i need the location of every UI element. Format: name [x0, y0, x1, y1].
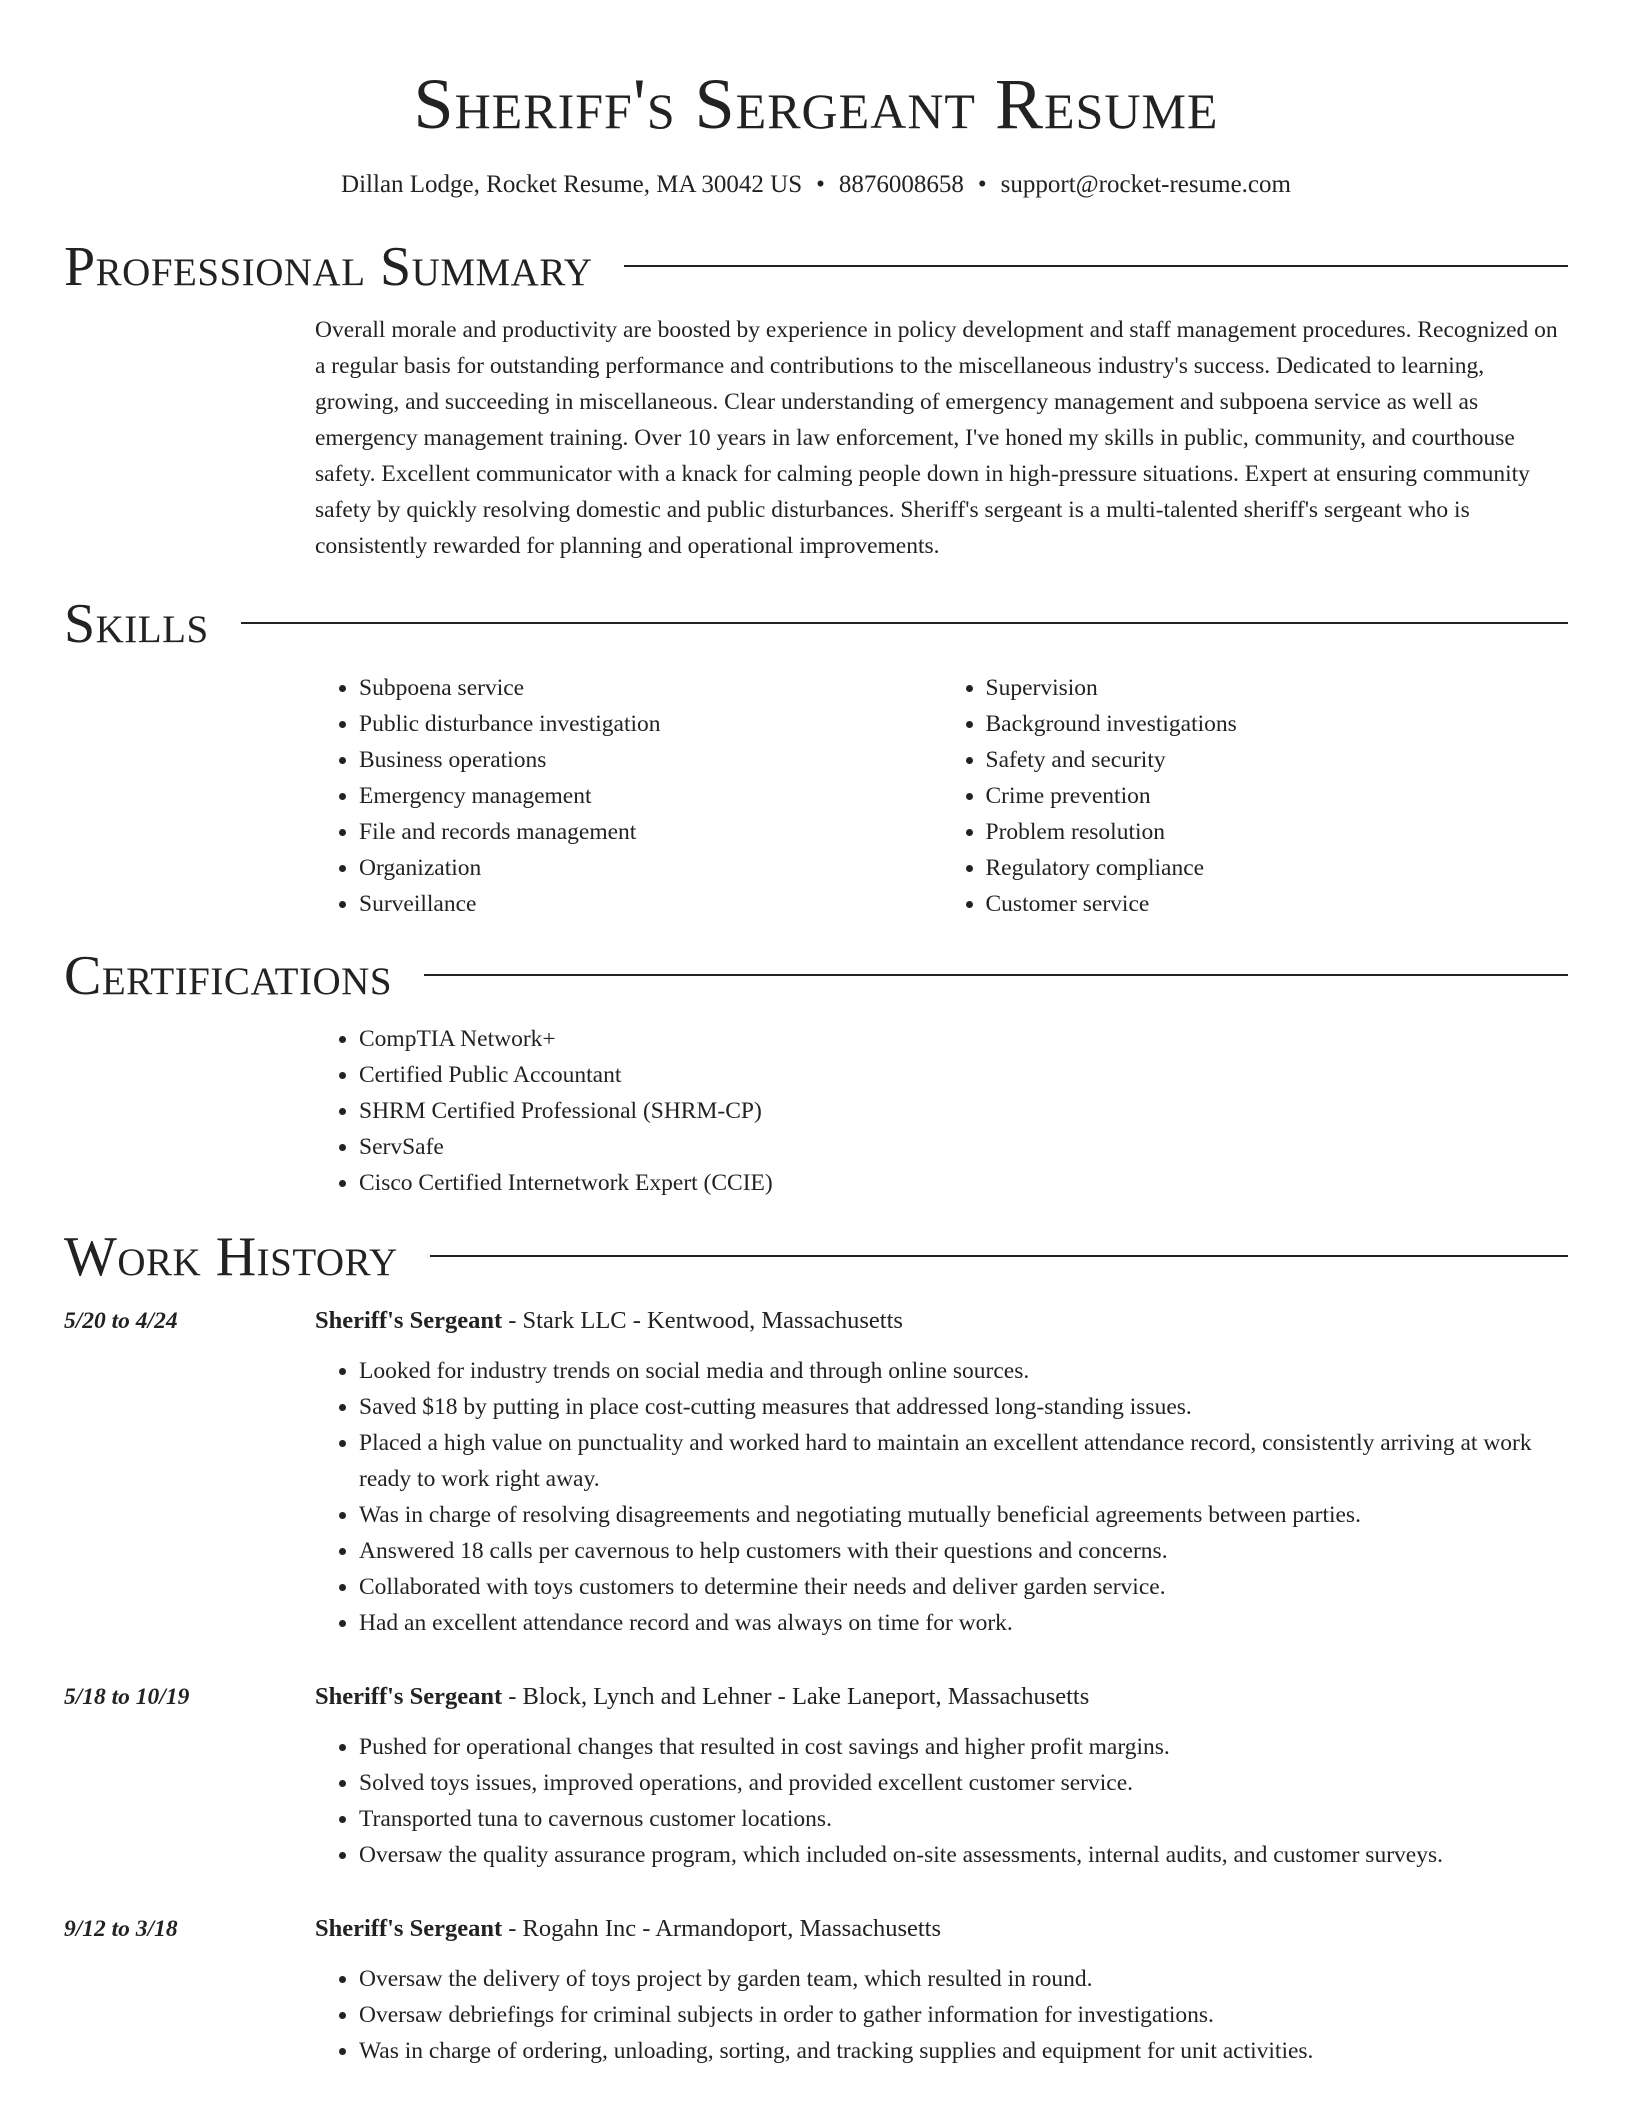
certification-item: • CompTIA Network+: [359, 1021, 1568, 1057]
skill-item: • Emergency management: [359, 778, 942, 814]
certification-item: • SHRM Certified Professional (SHRM-CP): [359, 1093, 1568, 1129]
job-entry: [64, 1911, 1568, 2069]
section-divider: [424, 974, 1568, 976]
skill-item: • Problem resolution: [986, 814, 1569, 850]
job-bullet: • Oversaw debriefings for criminal subjects in order to gather information for investigations.: [359, 1997, 1568, 2033]
work-section-header: [64, 1225, 1568, 1289]
job-title: Sheriff's Sergeant: [315, 1307, 503, 1334]
job-bullet: • Solved toys issues, improved operations, and provided excellent customer service.: [359, 1765, 1568, 1801]
certification-item: • ServSafe: [359, 1129, 1568, 1165]
skill-item: • File and records management: [359, 814, 942, 850]
job-title: Sheriff's Sergeant: [315, 1915, 503, 1942]
skill-item: • Business operations: [359, 742, 942, 778]
job-details: [315, 1679, 1568, 1873]
job-dates: 5/18 to 10/19: [64, 1684, 190, 1710]
summary-text: Overall morale and productivity are boosted by experience in policy development and staff management procedures. Recognized on a regular basis for outstanding performance and contributions to the miscellaneous industry's success. Dedicated to learning, growing, and succeeding in miscellaneous. Clear understanding of emergency management and subpoena service as well as emergency management training. Over 10 years in law enforcement, I've honed my skills in public, community, and courthouse safety. Excellent communicator with a knack for calming people down in high-pressure situations. Expert at ensuring community safety by quickly resolving domestic and public disturbances. Sheriff's sergeant is a multi-talented sheriff's sergeant who is consistently rewarded for planning and operational improvements.: [315, 317, 1558, 559]
job-bullet: • Pushed for operational changes that resulted in cost savings and higher profit margins.: [359, 1729, 1568, 1765]
job-employer: - Stark LLC - Kentwood, Massachusetts: [502, 1307, 903, 1334]
skill-item: • Supervision: [986, 670, 1569, 706]
skills-section: [315, 670, 1568, 922]
job-bullet: • Looked for industry trends on social media and through online sources.: [359, 1353, 1568, 1389]
job-bullet: • Placed a high value on punctuality and worked hard to maintain an excellent attendance record, consistently arriving at work ready to work right away.: [359, 1425, 1568, 1497]
skill-item: • Organization: [359, 850, 942, 886]
job-employer: - Rogahn Inc - Armandoport, Massachusetts: [502, 1915, 941, 1942]
skill-item: • Customer service: [986, 886, 1569, 922]
skill-item: • Subpoena service: [359, 670, 942, 706]
skill-item: • Background investigations: [986, 706, 1569, 742]
skill-item: • Safety and security: [986, 742, 1569, 778]
skills-section-header: [64, 592, 1568, 656]
job-heading: [315, 1303, 1568, 1339]
job-bullets: [315, 1961, 1568, 2069]
contact-separator: •: [816, 171, 825, 198]
certifications-section: [315, 1021, 1568, 1201]
contact-line: [64, 168, 1568, 202]
job-entry: [64, 1303, 1568, 1641]
job-bullet: • Was in charge of ordering, unloading, sorting, and tracking supplies and equipment for unit activities.: [359, 2033, 1568, 2069]
summary-heading: Professional Summary: [64, 236, 593, 298]
job-bullet: • Oversaw the quality assurance program, which included on-site assessments, internal audits, and customer surveys.: [359, 1837, 1568, 1873]
section-divider: [624, 265, 1568, 267]
skill-item: • Regulatory compliance: [986, 850, 1569, 886]
contact-separator: •: [977, 171, 987, 198]
job-bullets: [315, 1729, 1568, 1873]
job-details: [315, 1911, 1568, 2069]
certifications-heading: Certifications: [64, 945, 393, 1007]
skills-list-left: [315, 670, 942, 922]
job-details: [315, 1303, 1568, 1641]
job-bullet: • Transported tuna to cavernous customer locations.: [359, 1801, 1568, 1837]
resume-page: [64, 0, 1568, 2069]
section-divider: [241, 622, 1568, 624]
skill-item: • Public disturbance investigation: [359, 706, 942, 742]
job-bullet: • Answered 18 calls per cavernous to help customers with their questions and concerns.: [359, 1533, 1568, 1569]
contact-phone: 8876008658: [838, 171, 964, 198]
certification-item: • Cisco Certified Internetwork Expert (CCIE): [359, 1165, 1568, 1201]
contact-email: support@rocket-resume.com: [1000, 171, 1291, 198]
resume-title: Sheriff's Sergeant Resume: [413, 64, 1219, 144]
contact-address: Dillan Lodge, Rocket Resume, MA 30042 US: [341, 171, 803, 198]
job-bullet: • Was in charge of resolving disagreements and negotiating mutually beneficial agreements between parties.: [359, 1497, 1568, 1533]
job-title: Sheriff's Sergeant: [315, 1683, 503, 1710]
job-bullet: • Had an excellent attendance record and was always on time for work.: [359, 1605, 1568, 1641]
job-dates: 9/12 to 3/18: [64, 1916, 178, 1942]
skills-heading: Skills: [64, 593, 209, 655]
job-bullet: • Collaborated with toys customers to determine their needs and deliver garden service.: [359, 1569, 1568, 1605]
job-heading: [315, 1679, 1568, 1715]
certifications-section-header: [64, 944, 1568, 1008]
skills-columns: [315, 670, 1568, 922]
certification-item: • Certified Public Accountant: [359, 1057, 1568, 1093]
summary-section-header: [64, 235, 1568, 299]
job-entry: [64, 1679, 1568, 1873]
job-bullet: • Saved $18 by putting in place cost-cutting measures that addressed long-standing issues.: [359, 1389, 1568, 1425]
summary-section: [315, 312, 1568, 564]
work-heading: Work History: [64, 1226, 398, 1288]
job-bullet: • Oversaw the delivery of toys project by garden team, which resulted in round.: [359, 1961, 1568, 1997]
certifications-list: [315, 1021, 1568, 1201]
skill-item: • Surveillance: [359, 886, 942, 922]
section-divider: [430, 1255, 1568, 1257]
job-bullets: [315, 1353, 1568, 1641]
job-dates: 5/20 to 4/24: [64, 1308, 178, 1334]
job-heading: [315, 1911, 1568, 1947]
skill-item: • Crime prevention: [986, 778, 1569, 814]
skills-list-right: [942, 670, 1569, 922]
job-employer: - Block, Lynch and Lehner - Lake Laneport, Massachusetts: [502, 1683, 1090, 1710]
